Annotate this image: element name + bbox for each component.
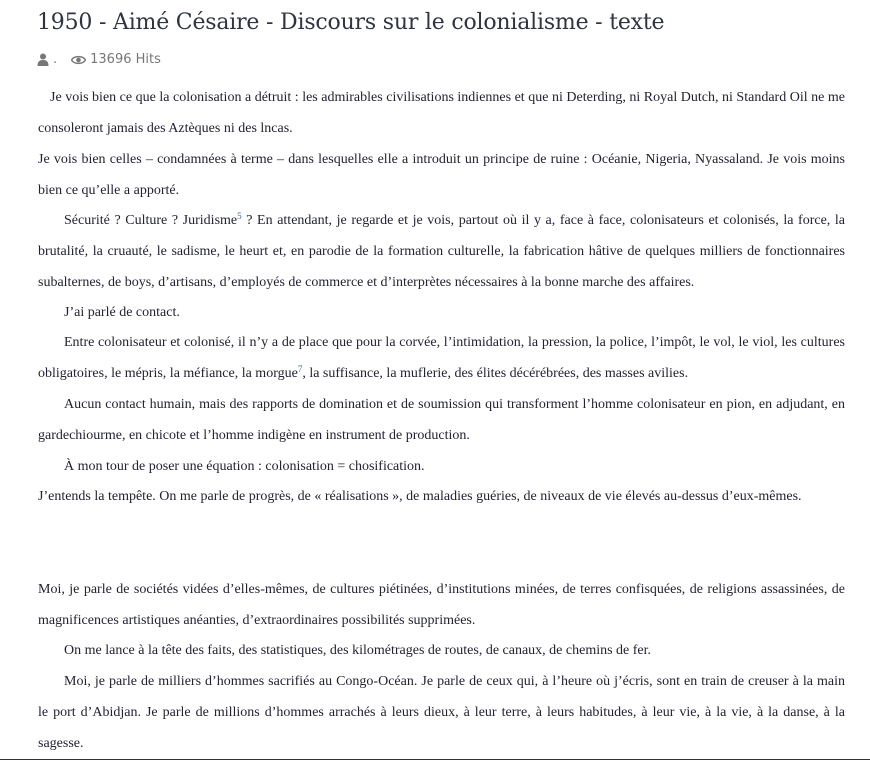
- paragraph-text: Entre colonisateur et colonisé, il n’y a de place que pour la corvée, l’intimidation, la pression, la police, l’impôt, le vol, le viol, les cultures obligatoires, le mépris, la méfiance, la morgue: [38, 335, 845, 381]
- hits-counter: [71, 52, 161, 67]
- hits-count: 13696 Hits: [90, 52, 161, 67]
- paragraph: [38, 327, 845, 389]
- paragraph: J’ai parlé de contact.: [64, 305, 180, 320]
- paragraph: À mon tour de poser une équation : colonisation = chosification.: [64, 459, 425, 474]
- paragraph: Aucun contact humain, mais des rapports de domination et de soumission qui transforment l’homme colonisateur en pion, en adjudant, en gardechiourme, en chicote et l’homme indigène en instrument de production.: [38, 397, 845, 443]
- paragraph-text: , la suffisance, la muflerie, des élites décérébrées, des masses avilies.: [302, 366, 689, 381]
- paragraph: [38, 205, 845, 298]
- paragraph: Moi, je parle de milliers d’hommes sacrifiés au Congo-Océan. Je parle de ceux qui, à l’heure où j’écris, sont en train de creuser à la main le port d’Abidjan. Je parle de millions d’hommes arrachés à leurs dieux, à leur terre, à leurs habitudes, à leur vie, à la vie, à la danse, à la sagesse.: [38, 674, 845, 751]
- eye-icon: [71, 55, 86, 65]
- bottom-divider: [0, 759, 870, 760]
- paragraph-text: Sécurité ? Culture ? Juridisme: [64, 213, 238, 228]
- user-icon: [37, 53, 49, 66]
- article-title: 1950 - Aimé Césaire - Discours sur le colonialisme - texte: [37, 10, 665, 35]
- article-meta: [37, 52, 161, 67]
- paragraph: Je vois bien ce que la colonisation a détruit : les admirables civilisations indiennes et que ni Deterding, ni Royal Dutch, ni Standard Oil ne me consoleront jamais des Aztèques ni des lncas.: [38, 90, 845, 136]
- paragraph-text: ? En attendant, je regarde et je vois, partout où il y a, face à face, colonisateurs et colonisés, la force, la brutalité, la cruauté, le sadisme, le heurt et, en parodie de la formation culturelle, la fabrication hâtive de quelques milliers de fonctionnaires subalternes, de boys, d’artisans, d’employés de commerce et d’interprètes nécessaires à la bonne marche des affaires.: [38, 213, 846, 290]
- footnote-link[interactable]: 5: [237, 211, 242, 221]
- paragraph: On me lance à la tête des faits, des statistiques, des kilométrages de routes, de canaux, de chemins de fer.: [64, 643, 652, 658]
- footnote-link[interactable]: 7: [297, 364, 303, 374]
- article-author: .: [53, 52, 58, 67]
- paragraph: J’entends la tempête. On me parle de progrès, de « réalisations », de maladies guéries, de niveaux de vie élevés au-dessus d’eux-mêmes.: [38, 489, 802, 504]
- paragraph: Je vois bien celles – condamnées à terme – dans lesquelles elle a introduit un principe de ruine : Océanie, Nigeria, Nyassaland. Je vois moins bien ce qu’elle a apporté.: [38, 152, 845, 198]
- paragraph: Moi, je parle de sociétés vidées d’elles-mêmes, de cultures piétinées, d’institutions minées, de terres confisquées, de religions assassinées, de magnificences artistiques anéanties, d’extraordinaires possibilités supprimées.: [38, 582, 845, 628]
